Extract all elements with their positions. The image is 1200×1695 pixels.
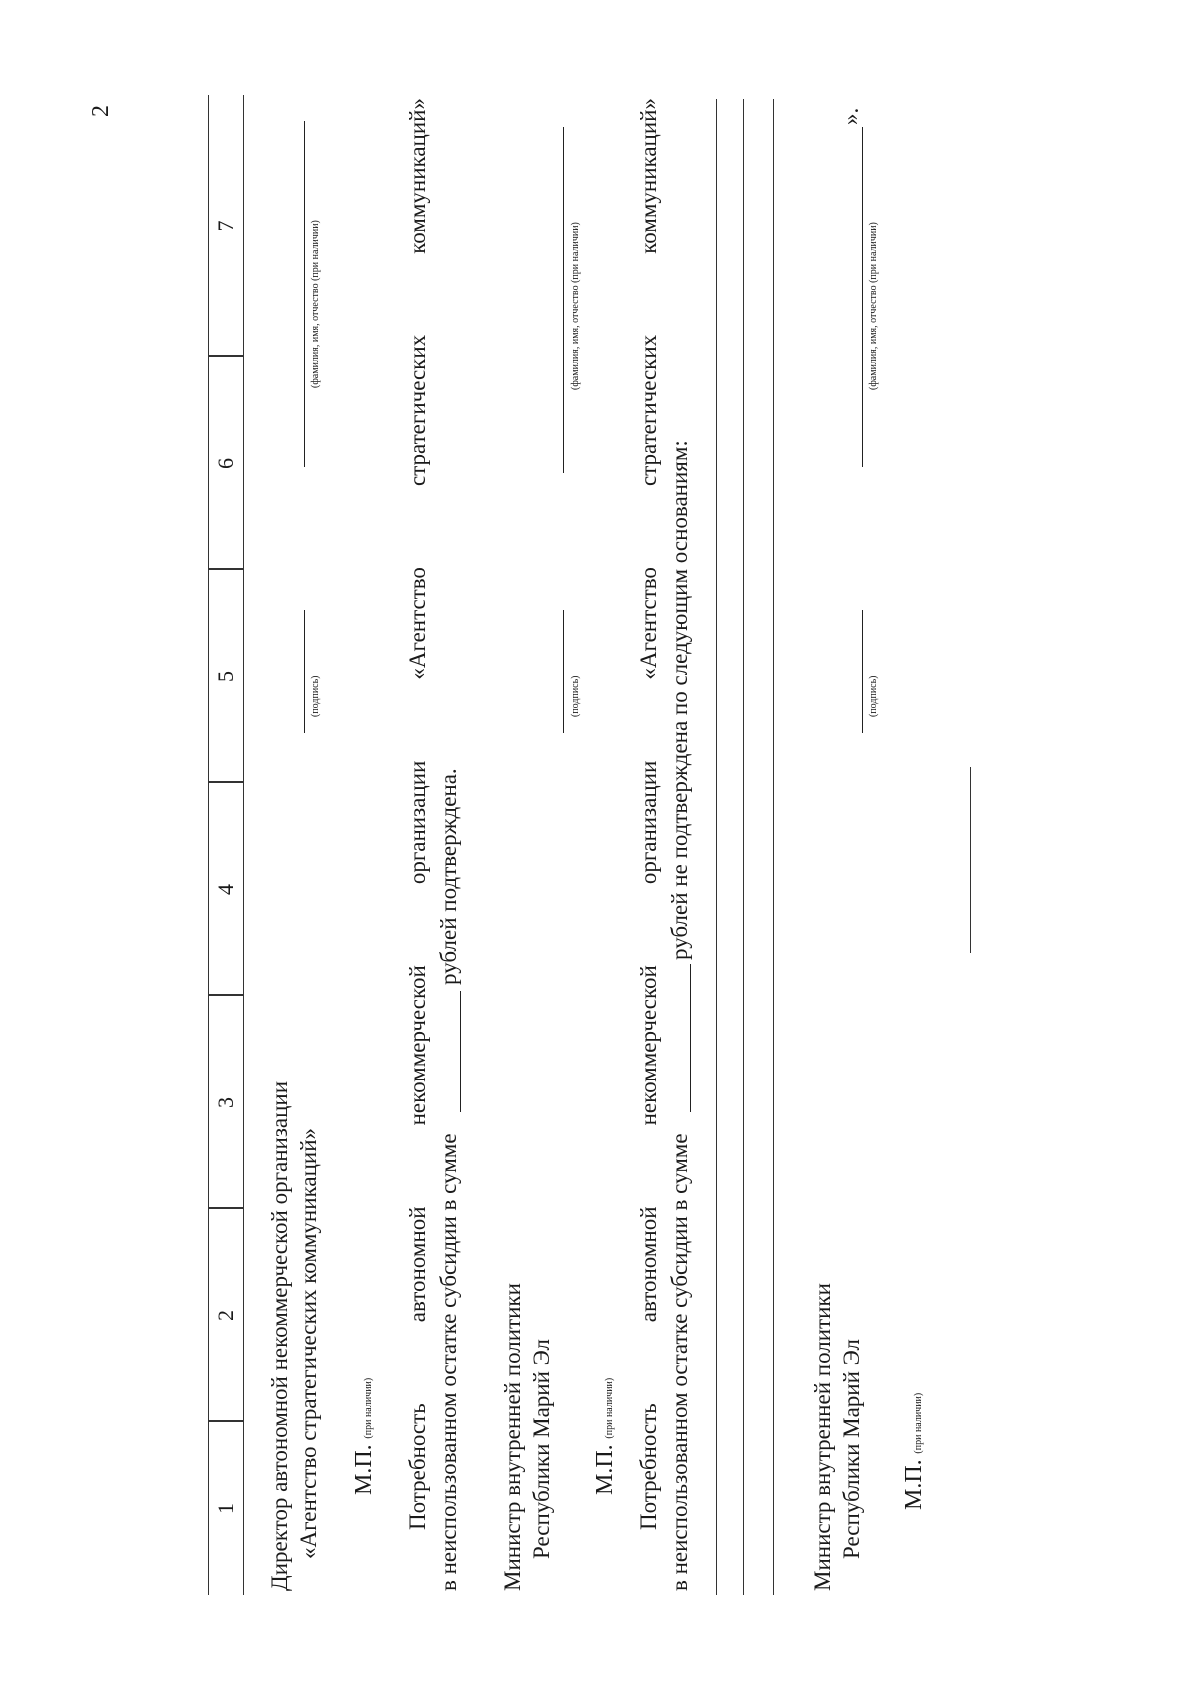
column-number-1: 1	[213, 1503, 238, 1514]
minister-title-line2: Республики Марий Эл	[529, 1338, 554, 1559]
word: некоммерческой	[405, 965, 430, 1126]
minister-name-line	[563, 127, 564, 473]
table-header-row	[208, 95, 244, 1595]
column-number-5: 5	[213, 671, 238, 682]
confirmed-need-amount-text: в неиспользованном остатке субсидии в сумме	[436, 1133, 461, 1591]
word: стратегических	[405, 334, 430, 487]
not-confirmed-need-amount-text: в неиспользованном остатке субсидии в сумме	[667, 1133, 692, 1591]
minister2-stamp-label	[901, 1393, 932, 1510]
column-number-6: 6	[213, 458, 238, 469]
column-number-2: 2	[213, 1310, 238, 1321]
minister2-name-line	[862, 127, 863, 467]
word: коммуникаций»	[636, 98, 661, 254]
word: стратегических	[636, 334, 661, 487]
not-confirmed-amount-blank	[690, 964, 691, 1112]
minister-title-line1: Министр внутренней политики	[500, 1283, 525, 1591]
minister2-signature-line	[862, 610, 863, 733]
column-number-3: 3	[213, 1097, 238, 1108]
word: автономной	[636, 1206, 661, 1323]
minister2-name-caption: (фамилия, имя, отчество (при наличии)	[868, 222, 879, 390]
stamp-mark: М.П.	[901, 1459, 927, 1510]
word: коммуникаций»	[405, 98, 430, 254]
director-signature-line	[304, 610, 305, 733]
page-number: 2	[88, 105, 114, 117]
not-confirmed-need-reasons-label: рублей не подтверждена по следующим основаниям:	[667, 440, 692, 960]
word: «Агентство	[636, 567, 661, 680]
minister2-title-line1: Министр внутренней политики	[810, 1283, 835, 1591]
confirmed-amount-blank	[460, 991, 461, 1112]
column-number-7: 7	[213, 220, 238, 232]
stamp-note: (при наличии)	[913, 1392, 924, 1454]
minister-stamp-label	[592, 1378, 623, 1495]
word: организации	[405, 760, 430, 885]
confirmed-need-line1	[405, 98, 431, 1530]
minister-signature-line	[563, 610, 564, 733]
stamp-mark: М.П.	[592, 1444, 618, 1495]
not-confirmed-need-line1	[636, 98, 662, 1530]
word: автономной	[405, 1206, 430, 1323]
end-separator-line	[970, 767, 971, 953]
stamp-note: (при наличии)	[604, 1377, 615, 1439]
director-title-line2: «Агентство стратегических коммуникаций»	[296, 1127, 321, 1559]
director-name-line	[304, 121, 305, 467]
column-number-4: 4	[213, 884, 238, 895]
word: некоммерческой	[636, 965, 661, 1126]
minister-name-caption: (фамилия, имя, отчество (при наличии)	[570, 222, 581, 390]
word: Потребность	[405, 1403, 430, 1530]
reason-line	[716, 99, 717, 1595]
word: «Агентство	[405, 567, 430, 680]
reason-line	[773, 99, 774, 1595]
word: организации	[636, 760, 661, 885]
stamp-note: (при наличии)	[363, 1377, 374, 1439]
director-signature-caption: (подпись)	[310, 675, 321, 717]
director-title-line1: Директор автономной некоммерческой организации	[267, 1080, 292, 1591]
stamp-mark: М.П.	[351, 1444, 377, 1495]
closing-quote: ».	[838, 107, 863, 125]
minister-signature-caption: (подпись)	[570, 675, 581, 717]
director-name-caption: (фамилия, имя, отчество (при наличии)	[310, 220, 321, 388]
minister2-title-line2: Республики Марий Эл	[839, 1338, 864, 1559]
reason-line	[743, 99, 744, 1595]
minister2-signature-caption: (подпись)	[868, 675, 879, 717]
confirmed-need-result: рублей подтверждена.	[436, 768, 461, 985]
director-stamp-label	[351, 1378, 382, 1495]
word: Потребность	[636, 1403, 661, 1530]
